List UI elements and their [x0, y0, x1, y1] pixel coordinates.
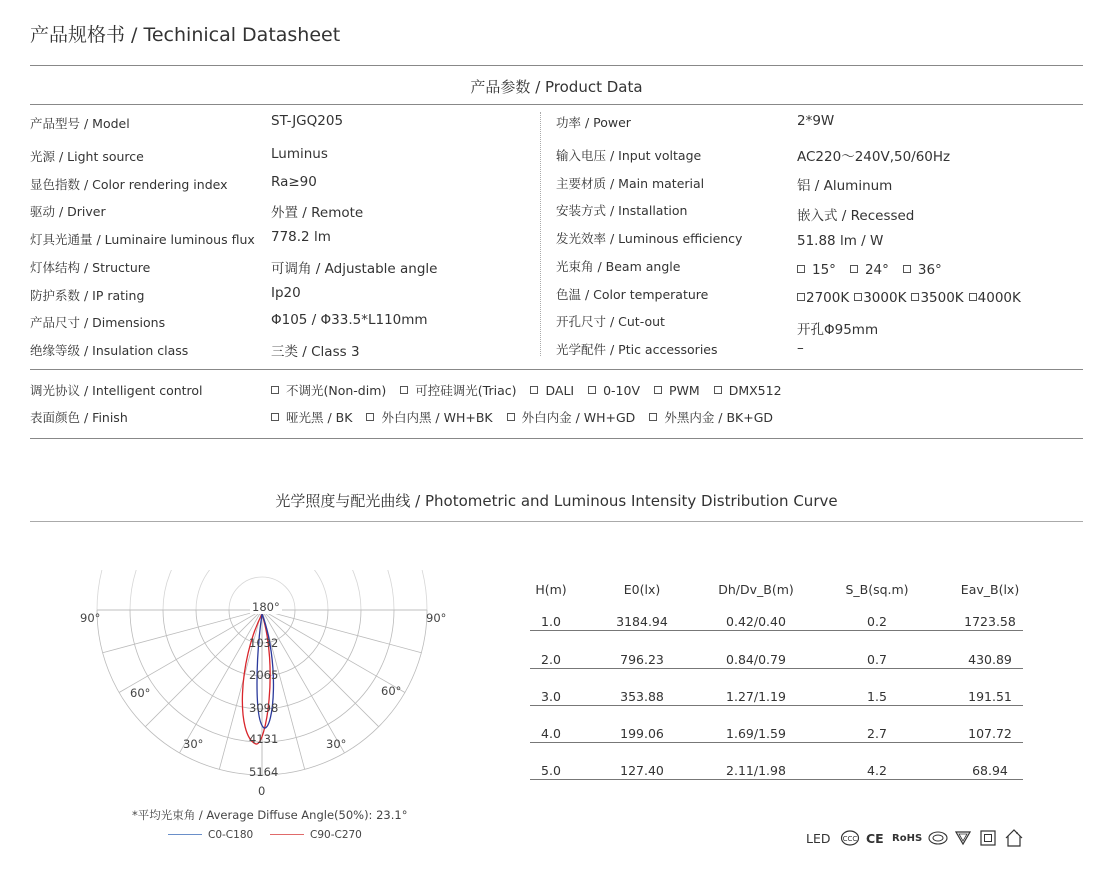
option-label: 外黑内金 / BK+GD: [664, 410, 774, 425]
spec-value: Luminus: [271, 146, 328, 162]
option-label: 2700K: [806, 290, 850, 306]
table-cell: 4.2: [867, 763, 887, 778]
ccc-mark-icon: [840, 829, 860, 847]
spec-label: 光束角 / Beam angle: [556, 259, 681, 274]
spec-label: 主要材质 / Main material: [556, 176, 705, 191]
spec-label: 发光效率 / Luminous efficiency: [556, 231, 743, 246]
polar-spoke: [262, 610, 405, 693]
option-label: DALI: [545, 383, 575, 398]
spec-value: 51.88 lm / W: [797, 233, 884, 249]
table-row-line: [530, 630, 1023, 631]
spec-value: 2*9W: [797, 113, 835, 129]
option-item[interactable]: [588, 383, 640, 398]
angle-label-left90: 90°: [80, 611, 101, 625]
table-cell: 199.06: [620, 726, 664, 741]
control-options: [271, 381, 796, 399]
option-label: 不调光(Non-dim): [286, 383, 387, 398]
legend-label-c90: C90-C270: [310, 829, 362, 841]
table-cell: 0.7: [867, 652, 887, 667]
spec-label: 绝缘等级 / Insulation class: [30, 343, 189, 358]
spec-value: 三类 / Class 3: [271, 344, 360, 360]
angle-label-right60: 60°: [381, 684, 402, 698]
table-cell: 1723.58: [964, 614, 1016, 629]
page-title: 产品规格书 / Techinical Datasheet: [30, 24, 341, 46]
option-label: 可控硅调光(Triac): [415, 383, 517, 398]
radial-label: 1032: [249, 636, 279, 650]
spec-value: 铝 / Aluminum: [797, 178, 893, 194]
spec-label: 色温 / Color temperature: [556, 287, 709, 302]
svg-text:CCC: CCC: [842, 835, 858, 843]
legend-label-c0: C0-C180: [208, 829, 254, 841]
rohs-mark: RoHS: [892, 833, 923, 844]
double-insulation-icon: [980, 830, 996, 846]
option-item[interactable]: [797, 290, 849, 306]
option-item[interactable]: [271, 383, 386, 398]
option-item[interactable]: [400, 383, 516, 398]
checkbox-icon: [654, 386, 662, 394]
divider: [30, 369, 1083, 370]
option-label: 外白内黑 / WH+BK: [381, 410, 493, 425]
option-label: 3500K: [920, 290, 964, 306]
checkbox-icon: [714, 386, 722, 394]
option-label: 36°: [917, 262, 942, 278]
option-label: 4000K: [977, 290, 1021, 306]
spec-value: AC220～240V,50/60Hz: [797, 149, 951, 165]
option-label: 3000K: [863, 290, 907, 306]
radial-label: 4131: [249, 732, 279, 746]
checkbox-icon: [271, 386, 279, 394]
table-cell: 127.40: [620, 763, 664, 778]
angle-label-right90: 90°: [426, 611, 447, 625]
checkbox-icon: [530, 386, 538, 394]
table-cell: 191.51: [968, 689, 1012, 704]
table-cell: 68.94: [972, 763, 1008, 778]
spec-value: 嵌入式 / Recessed: [797, 208, 915, 224]
option-label: DMX512: [728, 383, 782, 398]
spec-value: Φ105 / Φ33.5*L110mm: [271, 312, 428, 328]
table-cell: 2.7: [867, 726, 887, 741]
spec-value: –: [797, 340, 804, 356]
option-label: 0-10V: [603, 383, 641, 398]
radial-label: 2065: [249, 668, 279, 682]
table-row-line: [530, 668, 1023, 669]
spec-value: ST-JGQ205: [271, 113, 344, 129]
table-cell: 796.23: [620, 652, 664, 667]
option-item[interactable]: [507, 410, 636, 425]
table-cell: 0.84/0.79: [726, 652, 786, 667]
divider: [30, 521, 1083, 522]
table-cell: 2.0: [541, 652, 561, 667]
triangle-mark-icon: [955, 830, 971, 846]
checkbox-icon: [507, 413, 515, 421]
finish-options: [271, 408, 787, 426]
polar-spoke: [262, 610, 379, 727]
spec-options: [797, 290, 1026, 306]
table-cell: 1.69/1.59: [726, 726, 786, 741]
spec-value: Ra≥90: [271, 174, 317, 190]
spec-label: 驱动 / Driver: [30, 204, 106, 219]
product-data-heading: 产品参数 / Product Data: [470, 78, 643, 96]
table-cell: 430.89: [968, 652, 1012, 667]
checkbox-icon: [854, 293, 862, 301]
table-row-line: [530, 779, 1023, 780]
table-header: H(m): [535, 582, 567, 597]
table-cell: 2.11/1.98: [726, 763, 786, 778]
table-cell: 4.0: [541, 726, 561, 741]
control-label: 调光协议 / Intelligent control: [30, 383, 203, 398]
option-label: 哑光黑 / BK: [286, 410, 353, 425]
divider: [30, 104, 1083, 105]
recycle-mark-icon: [928, 830, 948, 846]
table-cell: 3184.94: [616, 614, 668, 629]
spec-label: 光学配件 / Ptic accessories: [556, 342, 718, 357]
spec-label: 灯具光通量 / Luminaire luminous flux: [30, 232, 255, 247]
photometric-heading: 光学照度与配光曲线 / Photometric and Luminous Intensity Distribution Curve: [275, 492, 838, 510]
spec-label: 功率 / Power: [556, 115, 631, 130]
option-item[interactable]: [530, 383, 574, 398]
spec-label: 产品尺寸 / Dimensions: [30, 315, 166, 330]
spec-label: 显色指数 / Color rendering index: [30, 177, 228, 192]
checkbox-icon: [797, 265, 805, 273]
spec-label: 开孔尺寸 / Cut-out: [556, 314, 665, 329]
option-item[interactable]: [649, 410, 773, 425]
spec-value: 778.2 lm: [271, 229, 331, 245]
option-item[interactable]: [903, 262, 942, 278]
radial-label: 3098: [249, 701, 279, 715]
checkbox-icon: [797, 293, 805, 301]
led-mark: LED: [806, 831, 831, 846]
angle-label-top: 180°: [252, 600, 280, 614]
option-label: 15°: [812, 262, 836, 278]
table-cell: 1.5: [867, 689, 887, 704]
legend-line-c0: [168, 834, 202, 835]
spec-label: 输入电压 / Input voltage: [556, 148, 702, 163]
option-item[interactable]: [271, 410, 352, 425]
option-item[interactable]: [714, 383, 782, 398]
spec-label: 光源 / Light source: [30, 149, 144, 164]
table-cell: 353.88: [620, 689, 664, 704]
checkbox-icon: [649, 413, 657, 421]
option-label: PWM: [669, 383, 700, 398]
spec-label: 灯体结构 / Structure: [30, 260, 151, 275]
option-label: 24°: [864, 262, 889, 278]
option-label: 外白内金 / WH+GD: [521, 410, 636, 425]
angle-label-left30: 30°: [183, 737, 204, 751]
table-cell: 1.0: [541, 614, 561, 629]
checkbox-icon: [366, 413, 374, 421]
divider: [30, 438, 1083, 439]
spec-value: 外置 / Remote: [271, 205, 364, 221]
checkbox-icon: [588, 386, 596, 394]
option-item[interactable]: [854, 290, 906, 306]
table-row-line: [530, 742, 1023, 743]
option-item[interactable]: [797, 262, 836, 278]
table-header: Eav_B(lx): [960, 582, 1020, 597]
option-item[interactable]: [850, 262, 889, 278]
table-header: S_B(sq.m): [845, 582, 909, 597]
column-separator: [540, 112, 541, 356]
table-cell: 107.72: [968, 726, 1012, 741]
checkbox-icon: [969, 293, 977, 301]
average-angle-note: *平均光束角 / Average Diffuse Angle(50%): 23.1°: [132, 808, 408, 822]
checkbox-icon: [271, 413, 279, 421]
radial-label: 5164: [249, 765, 279, 779]
table-cell: 5.0: [541, 763, 561, 778]
table-header: Dh/Dv_B(m): [718, 582, 794, 597]
finish-label: 表面颜色 / Finish: [30, 410, 128, 425]
option-item[interactable]: [969, 290, 1021, 306]
angle-label-left60: 60°: [130, 686, 151, 700]
polar-spoke: [262, 610, 421, 653]
table-cell: 1.27/1.19: [726, 689, 786, 704]
spec-value: 开孔Φ95mm: [797, 322, 879, 338]
polar-spoke: [119, 610, 262, 693]
indoor-use-icon: [1004, 828, 1024, 848]
polar-spoke: [103, 610, 262, 653]
option-item[interactable]: [654, 383, 700, 398]
spec-label: 产品型号 / Model: [30, 116, 130, 131]
spec-label: 防护系数 / IP rating: [30, 288, 145, 303]
angle-label-right30: 30°: [326, 737, 347, 751]
table-row-line: [530, 705, 1023, 706]
spec-options: [797, 262, 956, 278]
checkbox-icon: [903, 265, 911, 273]
option-item[interactable]: [911, 290, 963, 306]
legend-line-c90: [270, 834, 304, 835]
spec-label: 安装方式 / Installation: [556, 203, 688, 218]
divider: [30, 65, 1083, 66]
spec-value: Ip20: [271, 285, 301, 301]
ce-mark: CE: [866, 831, 884, 846]
table-header: E0(lx): [623, 582, 661, 597]
checkbox-icon: [850, 265, 858, 273]
checkbox-icon: [911, 293, 919, 301]
table-cell: 0.42/0.40: [726, 614, 786, 629]
table-cell: 3.0: [541, 689, 561, 704]
angle-label-bottom: 0: [258, 784, 266, 798]
checkbox-icon: [400, 386, 408, 394]
option-item[interactable]: [366, 410, 492, 425]
table-cell: 0.2: [867, 614, 887, 629]
spec-value: 可调角 / Adjustable angle: [271, 261, 438, 277]
